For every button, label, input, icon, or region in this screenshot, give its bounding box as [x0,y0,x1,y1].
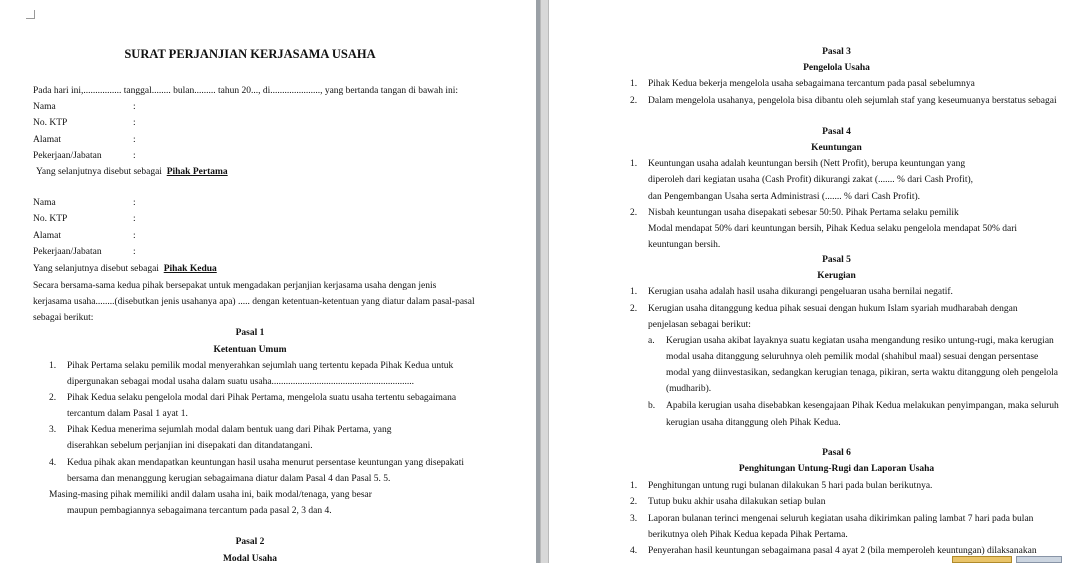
field-label: No. KTP [33,118,68,128]
sub-item-label: b. [648,401,656,411]
pasal2-title: Modal Usaha [222,554,278,563]
pasal5-title: Kerugian [817,271,856,281]
list-item-text: tercantum dalam Pasal 1 ayat 1. [67,409,188,419]
pasal2-heading: Pasal 2 [235,537,265,547]
corner-mark [26,10,35,19]
intro-text: Pada hari ini,................ tanggal........ bulan......... tahun 20..., di....................., yang bertanda tangan di bawah ini: [33,86,459,96]
party1-note [36,167,228,178]
list-item-text: Penyerahan hasil keuntungan sebagaimana pasal 4 ayat 2 (bila memperoleh keuntungan) dilaksanakan [648,546,1037,556]
status-bar-widget[interactable] [1016,556,1062,563]
list-number: 2. [630,304,638,314]
sub-item-text: modal usaha ditanggung seluruhnya oleh pemilik modal (shahibul maal) sesuai dengan persentase [666,352,1039,362]
list-item-text: dipergunakan sebagai modal usaha dalam suatu usaha............................................................ [67,377,415,387]
pasal5-heading: Pasal 5 [822,255,851,265]
list-item-text: penjelasan sebagai berikut: [648,320,751,330]
list-item-text: Pihak Kedua selaku pengelola modal dari Pihak Pertama, mengelola suatu usaha tertentu sebagaimana [67,393,457,403]
closing-text: maupun pembagiannya sebagaimana tercantum pada pasal 2, 3 dan 4. [67,506,332,516]
field-label: Alamat [33,135,61,145]
agreement-text: Secara bersama-sama kedua pihak bersepakat untuk mengadakan perjanjian kerjasama usaha dengan jenis [33,281,437,291]
party1-note-prefix: Yang selanjutnya disebut sebagai [36,167,162,177]
list-item-text: diperoleh dari kegiatan usaha (Cash Profit) dikurangi zakat (....... % dari Cash Profit), [648,175,974,185]
pasal3-heading: Pasal 3 [822,47,851,57]
party2-note [33,264,217,275]
list-item-text: berikutnya oleh Pihak Kedua kepada Pihak Pertama. [648,530,848,540]
list-item-text: Kedua pihak akan mendapatkan keuntungan hasil usaha menurut persentase keuntungan yang disepakati [67,458,465,468]
field-sep: : [133,118,136,128]
list-number: 1. [49,361,57,371]
document-title: SURAT PERJANJIAN KERJASAMA USAHA [124,47,376,61]
pasal4-heading: Pasal 4 [822,127,851,137]
pasal4-title: Keuntungan [811,143,862,153]
status-bar-widget[interactable] [952,556,1012,563]
list-number: 1. [630,481,638,491]
list-item-text: Pihak Kedua menerima sejumlah modal dalam bentuk uang dari Pihak Pertama, yang [67,425,392,435]
pasal3-title: Pengelola Usaha [803,63,870,73]
list-number: 2. [49,393,57,403]
list-item-text: Kerugian usaha ditanggung kedua pihak sesuai dengan hukum Islam syariah mudharabah dengan [648,304,1018,314]
list-item-text: Kerugian usaha adalah hasil usaha dikurangi pengeluaran usaha bernilai negatif. [648,287,953,297]
sub-item-text: modal yang diinvestasikan, sedangkan kerugian tenaga, pikiran, serta waktu ditanggung oleh pengelola [666,368,1059,378]
field-label: Nama [33,102,56,112]
list-item-text: Modal mendapat 50% dari keuntungan bersih, Pihak Kedua selaku pengelola mendapat 50% dari [648,224,1018,234]
party2-note-prefix: Yang selanjutnya disebut sebagai [33,264,159,274]
list-item-text: keuntungan bersih. [648,240,721,250]
party1-name: Pihak Pertama [166,167,228,177]
field-sep: : [133,231,136,241]
list-item-text: bersama dan menanggung kerugian sebagaimana diatur dalam Pasal 4 dan Pasal 5. 5. [67,474,391,484]
list-number: 4. [630,546,638,556]
field-sep: : [133,198,136,208]
page-divider [540,0,549,563]
list-number: 3. [630,514,638,524]
agreement-text: sebagai berikut: [33,313,94,323]
field-sep: : [133,135,136,145]
closing-text: Masing-masing pihak memiliki andil dalam usaha ini, baik modal/tenaga, yang besar [49,490,372,500]
sub-item-text: Kerugian usaha akibat layaknya suatu kegiatan usaha mengandung resiko untung-rugi, maka kerugian [666,336,1054,346]
pasal1-title: Ketentuan Umum [213,345,287,355]
field-label: Alamat [33,231,61,241]
field-sep: : [133,214,136,224]
sub-item-text: (mudharib). [666,384,712,394]
list-item-text: diserahkan sebelum perjanjian ini disepakati dan ditandatangani. [67,441,313,451]
sub-item-label: a. [648,336,655,346]
document-page-right [549,0,1072,563]
field-label: Pekerjaan/Jabatan [33,247,102,257]
sub-item-text: Apabila kerugian usaha disebabkan kesengajaan Pihak Kedua melakukan penyimpangan, maka seluruh [666,401,1059,411]
field-label: No. KTP [33,214,68,224]
list-number: 2. [630,208,638,218]
list-number: 1. [630,287,638,297]
list-number: 1. [630,159,638,169]
pasal6-title: Penghitungan Untung-Rugi dan Laporan Usaha [738,464,935,474]
agreement-text: kerjasama usaha........(disebutkan jenis usahanya apa) ..... dengan ketentuan-ketentuan yang diatur dalam pasal-pasal [33,297,475,307]
list-item-text: Keuntungan usaha adalah keuntungan bersih (Nett Profit), berupa keuntungan yang [648,159,966,169]
field-label: Pekerjaan/Jabatan [33,151,102,161]
list-number: 2. [630,497,638,507]
list-number: 1. [630,79,638,89]
list-number: 3. [49,425,57,435]
list-item-text: Penghitungan untung rugi bulanan dilakukan 5 hari pada bulan berikutnya. [648,481,933,491]
party2-name: Pihak Kedua [163,264,217,274]
list-item-text: Pihak Kedua bekerja mengelola usaha sebagaimana tercantum pada pasal sebelumnya [648,79,975,89]
field-sep: : [133,102,136,112]
field-sep: : [133,247,136,257]
list-item-text: Laporan bulanan terinci mengenai seluruh kegiatan usaha dikirimkan paling lambat 7 hari pada bulan [648,514,1034,524]
field-sep: : [133,151,136,161]
sub-item-text: kerugian usaha ditanggung oleh Pihak Kedua. [666,418,841,428]
list-item-text: Dalam mengelola usahanya, pengelola bisa dibantu oleh sejumlah staf yang keseumuanya berstatus sebagai [648,96,1057,106]
list-item-text: dan Pengembangan Usaha serta Administrasi (....... % dari Cash Profit). [648,192,921,202]
list-item-text: Tutup buku akhir usaha dilakukan setiap bulan [648,497,826,507]
list-item-text: Pihak Pertama selaku pemilik modal menyerahkan sejumlah uang tertentu kepada Pihak Kedua untuk [67,361,454,371]
list-item-text: Nisbah keuntungan usaha disepakati sebesar 50:50. Pihak Pertama selaku pemilik [648,208,959,218]
pasal6-heading: Pasal 6 [822,448,851,458]
list-number: 4. [49,458,57,468]
field-label: Nama [33,198,56,208]
list-number: 2. [630,96,638,106]
pasal1-heading: Pasal 1 [235,328,265,338]
